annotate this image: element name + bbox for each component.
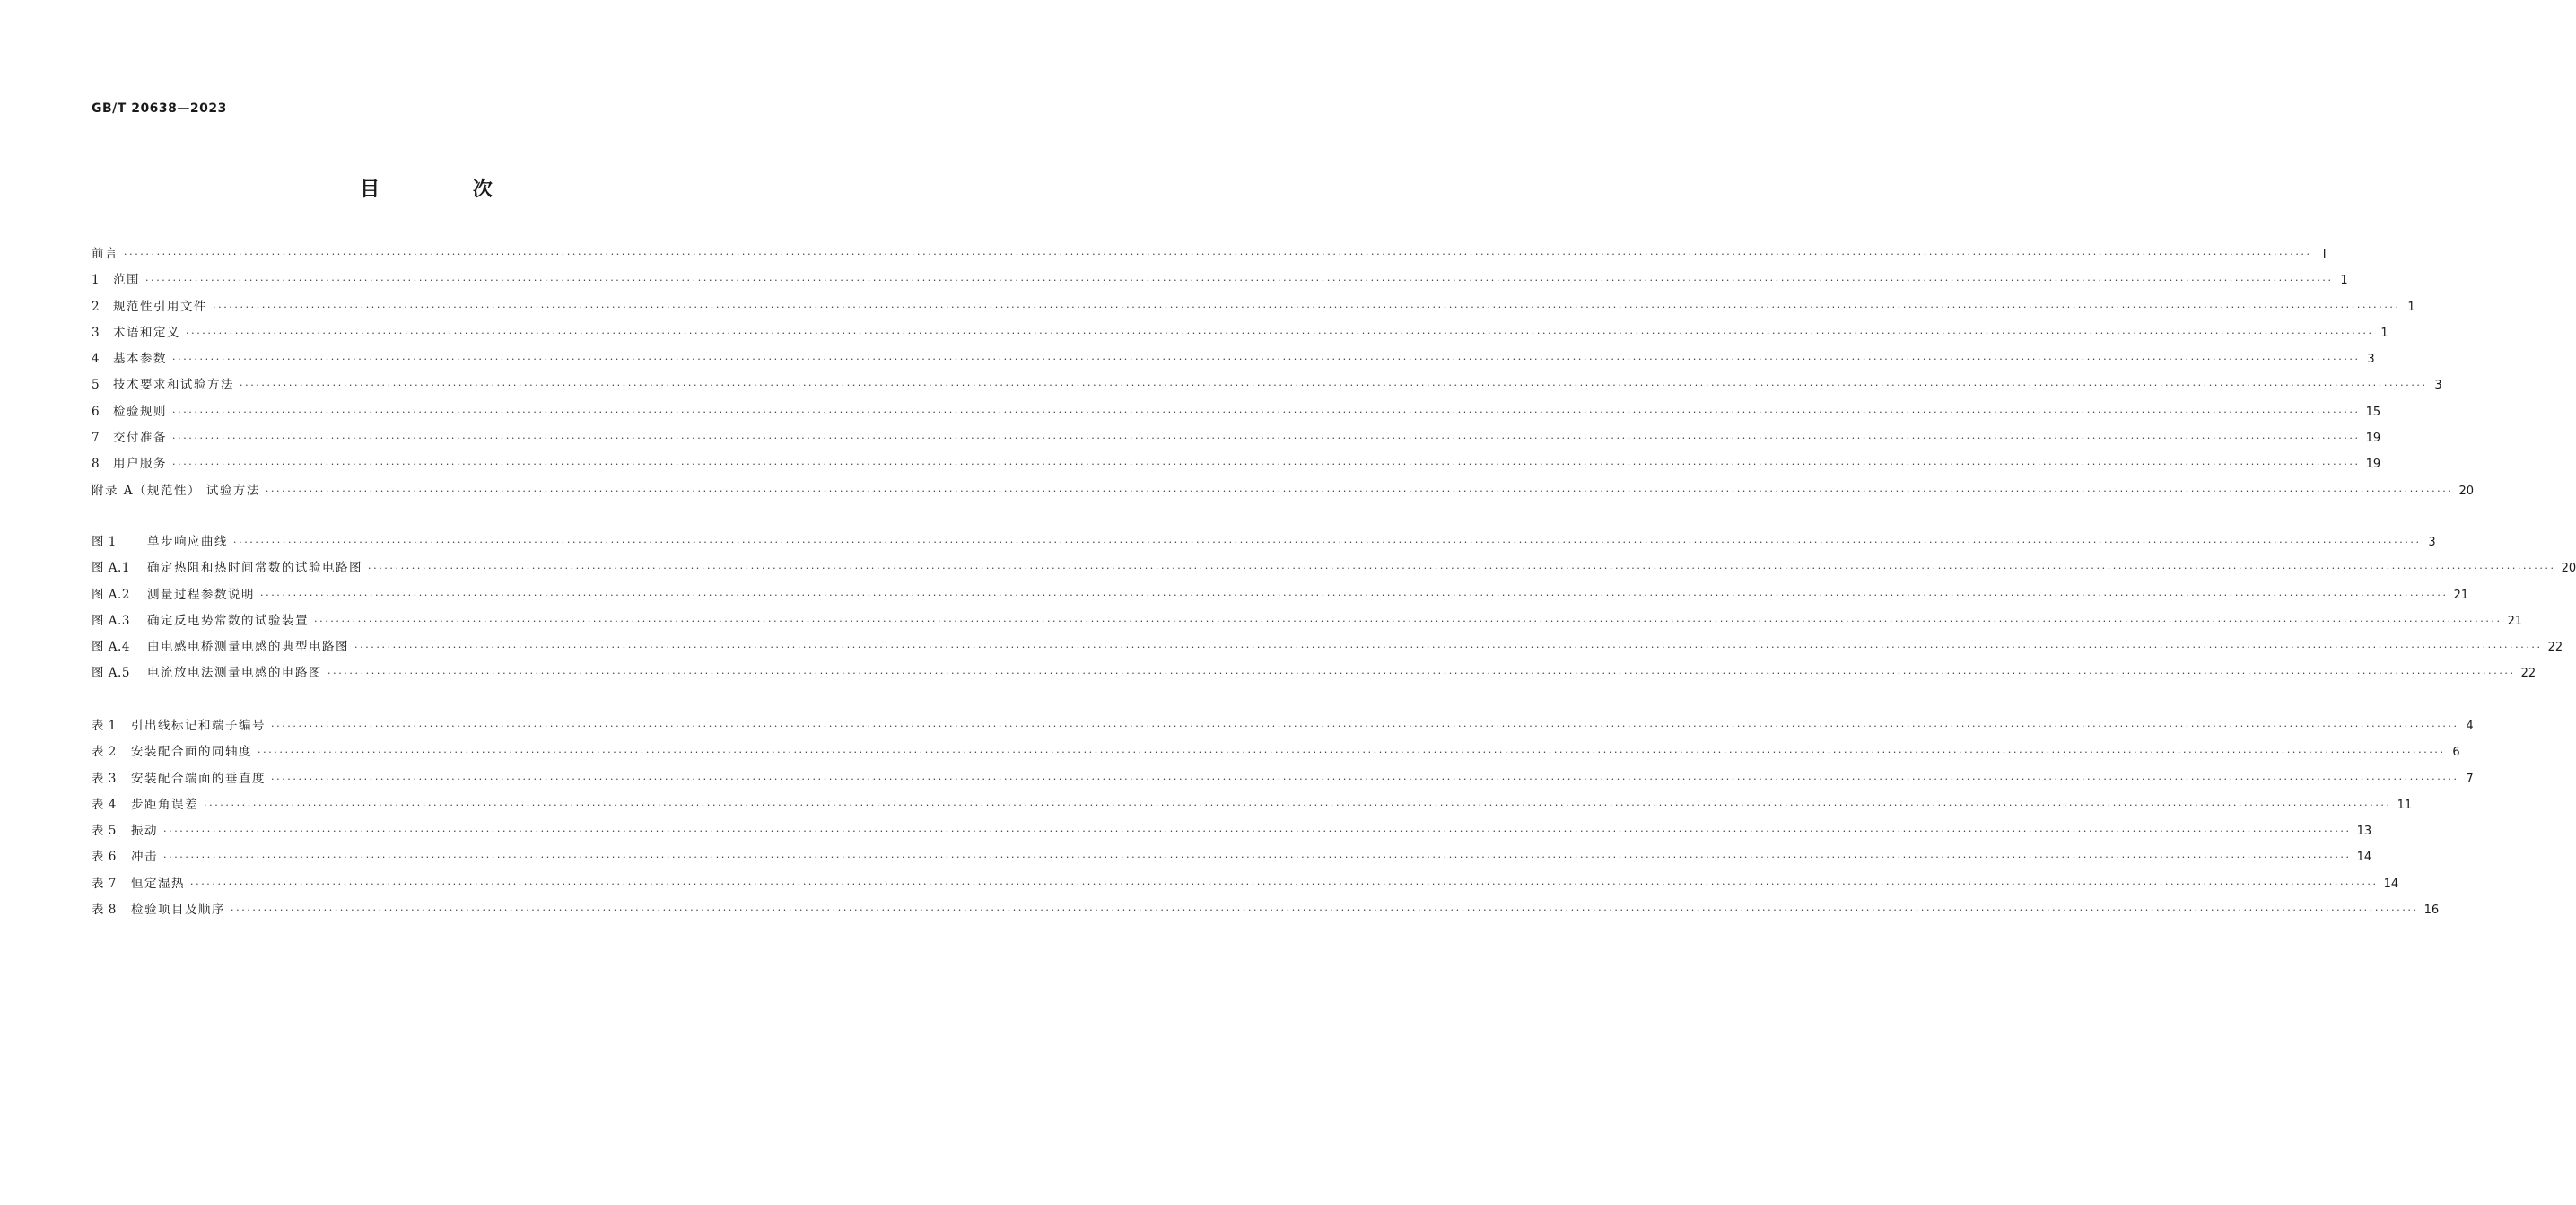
- toc-entry-number: 3: [92, 325, 100, 340]
- toc-entry-title: 技术要求和试验方法: [113, 378, 234, 393]
- toc-entry-number: 表 3: [92, 771, 117, 786]
- toc-chapters: [92, 241, 2475, 504]
- toc-entry-title: 步距角误差: [131, 797, 198, 812]
- toc-entry-page: 21: [2507, 614, 2523, 628]
- toc-entry-number: 表 4: [92, 797, 117, 812]
- toc-entry-title: 安装配合面的同轴度: [131, 745, 252, 760]
- toc-entry-page: 15: [2365, 405, 2381, 419]
- toc-entry-title: 前言: [92, 247, 118, 261]
- toc-entry[interactable]: [92, 555, 2576, 581]
- toc-entry[interactable]: [92, 399, 2381, 425]
- toc-entry[interactable]: [92, 713, 2474, 739]
- toc-entry[interactable]: [92, 739, 2460, 765]
- toc-entry-page: 1: [2407, 300, 2415, 314]
- toc-entry-number: 表 2: [92, 745, 117, 760]
- toc-entry-title: 附录 A（规范性） 试验方法: [92, 483, 260, 498]
- toc-entry-page: 19: [2365, 432, 2381, 446]
- toc-entry-number: 2: [92, 299, 100, 314]
- dot-leader: ················································································································································································································································································································································································································: [354, 642, 2543, 654]
- dot-leader: ················································································································································································································································································································································································································: [213, 301, 2401, 313]
- toc-entry-number: 图 A.2: [92, 587, 130, 602]
- toc-entry-page: 3: [2367, 353, 2375, 367]
- toc-entry-title: 由电感电桥测量电感的典型电路图: [147, 640, 349, 655]
- toc-entry-page: 3: [2434, 379, 2442, 393]
- toc-entry-title: 测量过程参数说明: [147, 587, 255, 602]
- toc-entry-title: 单步响应曲线: [147, 535, 228, 549]
- toc-entry-title: 确定反电势常数的试验装置: [147, 613, 309, 628]
- toc-entry-page: 22: [2520, 667, 2537, 681]
- toc-entry-title: 术语和定义: [113, 325, 180, 340]
- toc-entry-number: 图 1: [92, 535, 117, 549]
- toc-entry-page: 1: [2380, 326, 2388, 340]
- dot-leader: ················································································································································································································································································································································································································: [271, 720, 2459, 732]
- toc-entry-number: 4: [92, 352, 100, 367]
- toc-entry-page: 20: [2458, 484, 2475, 498]
- toc-tables: [92, 713, 2474, 923]
- toc-entry-number: 图 A.4: [92, 640, 130, 655]
- toc-entry-number: 表 7: [92, 876, 117, 891]
- dot-leader: ················································································································································································································································································································································································································: [124, 249, 2312, 260]
- toc-entry-title: 用户服务: [113, 457, 167, 472]
- toc-entry[interactable]: [92, 267, 2348, 293]
- toc-entry-title: 安装配合端面的垂直度: [131, 771, 266, 786]
- page-title: 目 次: [360, 179, 536, 201]
- toc-entry-number: 6: [92, 404, 100, 419]
- toc-entry-page: 4: [2466, 720, 2474, 733]
- dot-leader: ················································································································································································································································································································································································································: [163, 825, 2352, 838]
- dot-leader: ················································································································································································································································································································································································································: [368, 563, 2556, 575]
- toc-entry-page: 19: [2365, 458, 2381, 472]
- dot-leader: ················································································································································································································································································································································································································: [240, 380, 2428, 392]
- dot-leader: ················································································································································································································································································································································································································: [233, 537, 2422, 548]
- dot-leader: ················································································································································································································································································································································································································: [172, 354, 2361, 366]
- toc-entry-number: 图 A.1: [92, 561, 130, 576]
- toc-entry-number: 7: [92, 431, 100, 446]
- toc-entry[interactable]: [92, 608, 2523, 634]
- toc-entry-page: 14: [2356, 851, 2372, 865]
- dot-leader: ················································································································································································································································································································································································································: [172, 458, 2361, 471]
- toc-entry[interactable]: [92, 818, 2372, 844]
- toc-entry[interactable]: [92, 529, 2436, 555]
- toc-entry[interactable]: [92, 425, 2381, 451]
- toc-entry[interactable]: [92, 660, 2537, 686]
- toc-entry[interactable]: [92, 241, 2327, 267]
- dot-leader: ················································································································································································································································································································································································································: [271, 773, 2459, 785]
- toc-entry-title: 恒定湿热: [131, 876, 185, 891]
- toc-entry[interactable]: [92, 792, 2413, 818]
- standard-number: GB/T 20638—2023: [92, 101, 227, 116]
- toc-entry-number: 1: [92, 273, 100, 288]
- toc-entry-number: 表 8: [92, 903, 117, 918]
- dot-leader: ················································································································································································································································································································································································································: [186, 327, 2374, 339]
- toc-entry-title: 检验规则: [113, 404, 167, 419]
- dot-leader: ················································································································································································································································································································································································································: [190, 878, 2379, 890]
- toc-entry-page: 22: [2547, 641, 2563, 655]
- toc-entry-number: 5: [92, 378, 100, 393]
- toc-entry[interactable]: [92, 451, 2381, 477]
- toc-figures: [92, 529, 2576, 687]
- toc-entry-number: 图 A.3: [92, 613, 130, 628]
- toc-entry[interactable]: [92, 372, 2442, 398]
- dot-leader: ················································································································································································································································································································································································································: [145, 275, 2334, 287]
- toc-entry-page: 21: [2453, 588, 2469, 602]
- toc-entry[interactable]: [92, 844, 2372, 870]
- dot-leader: ················································································································································································································································································································································································································: [265, 485, 2454, 497]
- toc-entry[interactable]: [92, 320, 2388, 346]
- toc-entry-page: 7: [2466, 772, 2474, 786]
- toc-entry-title: 规范性引用文件: [113, 299, 207, 314]
- dot-leader: ················································································································································································································································································································································································································: [163, 851, 2352, 864]
- dot-leader: ················································································································································································································································································································································································································: [314, 615, 2502, 627]
- dot-leader: ················································································································································································································································································································································································································: [231, 904, 2419, 917]
- toc-entry[interactable]: [92, 478, 2475, 504]
- toc-entry[interactable]: [92, 294, 2415, 320]
- toc-entry-page: 20: [2561, 562, 2576, 576]
- toc-entry-title: 基本参数: [113, 352, 167, 367]
- toc-entry-page: 11: [2397, 798, 2413, 812]
- toc-entry[interactable]: [92, 897, 2440, 923]
- toc-entry[interactable]: [92, 346, 2375, 372]
- toc-entry-number: 表 6: [92, 850, 117, 865]
- toc-entry-number: 表 5: [92, 824, 117, 839]
- toc-entry[interactable]: [92, 871, 2399, 897]
- toc-entry-page: Ⅰ: [2322, 248, 2327, 261]
- dot-leader: ················································································································································································································································································································································································································: [258, 747, 2446, 759]
- toc-entry-title: 交付准备: [113, 431, 167, 446]
- toc-entry[interactable]: [92, 582, 2469, 608]
- toc-entry[interactable]: [92, 634, 2563, 660]
- toc-entry-page: 6: [2452, 746, 2460, 760]
- toc-entry-page: 3: [2428, 536, 2436, 549]
- toc-entry-title: 确定热阻和热时间常数的试验电路图: [147, 561, 362, 576]
- toc-entry-title: 范围: [113, 273, 140, 288]
- dot-leader: ················································································································································································································································································································································································································: [327, 668, 2516, 680]
- toc-entry-page: 1: [2340, 274, 2348, 288]
- toc-entry-page: 16: [2423, 904, 2440, 918]
- toc-entry-title: 振动: [131, 824, 158, 839]
- dot-leader: ················································································································································································································································································································································································································: [260, 589, 2449, 601]
- toc-entry-title: 冲击: [131, 850, 158, 865]
- dot-leader: ················································································································································································································································································································································································································: [172, 432, 2361, 445]
- toc-entry-title: 电流放电法测量电感的电路图: [147, 666, 322, 681]
- toc-entry-page: 14: [2383, 877, 2399, 891]
- toc-entry-title: 检验项目及顺序: [131, 903, 225, 918]
- toc-entry-title: 引出线标记和端子编号: [131, 719, 266, 733]
- dot-leader: ················································································································································································································································································································································································································: [172, 406, 2361, 418]
- toc-entry-number: 8: [92, 457, 100, 472]
- toc-entry[interactable]: [92, 766, 2474, 792]
- toc-entry-number: 表 1: [92, 719, 117, 733]
- toc-entry-page: 13: [2356, 825, 2372, 839]
- toc-entry-number: 图 A.5: [92, 666, 130, 681]
- dot-leader: ················································································································································································································································································································································································································: [204, 799, 2392, 811]
